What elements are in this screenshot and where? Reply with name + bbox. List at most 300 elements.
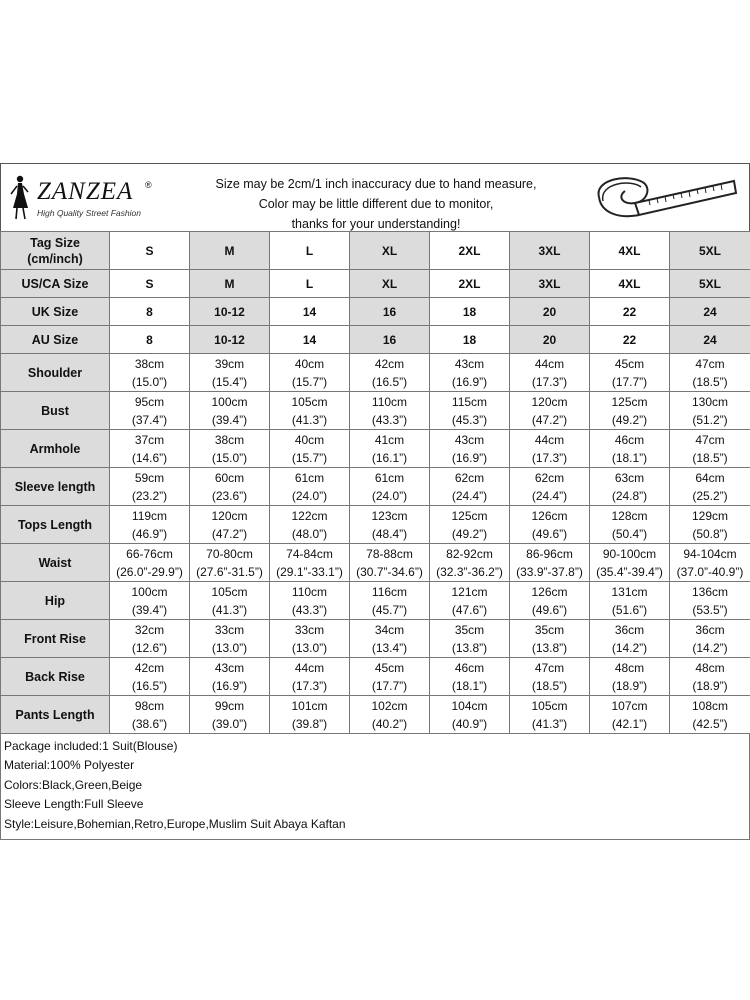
size-cell: 22 bbox=[590, 298, 670, 326]
cm-value: 43cm bbox=[454, 356, 485, 371]
row-label: Back Rise bbox=[1, 658, 110, 696]
cm-value: 70-80cm bbox=[206, 546, 253, 561]
inch-value: (24.0”) bbox=[371, 488, 408, 503]
inch-value: (39.4”) bbox=[131, 602, 168, 617]
cm-value: 128cm bbox=[611, 508, 648, 523]
measurement-cell bbox=[270, 430, 350, 468]
size-cell: 22 bbox=[590, 326, 670, 354]
cm-value: 46cm bbox=[454, 660, 485, 675]
measurement-cell bbox=[270, 506, 350, 544]
inch-value: (39.8”) bbox=[291, 716, 328, 731]
measurement-cell bbox=[110, 582, 190, 620]
measurement-cell bbox=[590, 658, 670, 696]
cm-value: 46cm bbox=[614, 432, 645, 447]
measurement-cell bbox=[110, 468, 190, 506]
cm-value: 105cm bbox=[531, 698, 568, 713]
cm-value: 98cm bbox=[134, 698, 165, 713]
measurement-cell bbox=[270, 354, 350, 392]
inch-value: (13.0”) bbox=[211, 640, 248, 655]
size-cell: 8 bbox=[110, 298, 190, 326]
inch-value: (48.4”) bbox=[371, 526, 408, 541]
inch-value: (41.3”) bbox=[531, 716, 568, 731]
size-cell: 14 bbox=[270, 326, 350, 354]
measurement-cell bbox=[350, 392, 430, 430]
cm-value: 82-92cm bbox=[446, 546, 493, 561]
cm-value: 36cm bbox=[695, 622, 725, 637]
measurement-cell bbox=[430, 506, 510, 544]
row-label: Tag Size (cm/inch) bbox=[1, 232, 110, 270]
size-cell: M bbox=[190, 232, 270, 270]
measurement-cell bbox=[670, 696, 750, 734]
inch-value: (26.0”-29.9”) bbox=[116, 564, 183, 579]
inch-value: (37.4”) bbox=[131, 412, 168, 427]
inch-value: (38.6”) bbox=[131, 716, 168, 731]
measurement-cell bbox=[590, 620, 670, 658]
measurement-row bbox=[1, 430, 750, 468]
inch-value: (16.1”) bbox=[371, 450, 408, 465]
inch-value: (43.3”) bbox=[291, 602, 328, 617]
cm-value: 38cm bbox=[214, 432, 245, 447]
size-cell: 2XL bbox=[430, 270, 510, 298]
inch-value: (14.6”) bbox=[131, 450, 168, 465]
measurement-cell bbox=[110, 696, 190, 734]
inch-value: (32.3”-36.2”) bbox=[436, 564, 503, 579]
size-cell: 5XL bbox=[670, 270, 750, 298]
inch-value: (14.2”) bbox=[611, 640, 648, 655]
cm-value: 130cm bbox=[691, 394, 729, 409]
inch-value: (40.9”) bbox=[451, 716, 488, 731]
inch-value: (48.0”) bbox=[291, 526, 328, 541]
cm-value: 43cm bbox=[214, 660, 245, 675]
cm-value: 62cm bbox=[454, 470, 485, 485]
measurement-cell bbox=[110, 430, 190, 468]
inch-value: (18.5”) bbox=[692, 450, 728, 465]
inch-value: (43.3”) bbox=[371, 412, 408, 427]
cm-value: 34cm bbox=[374, 622, 405, 637]
measurement-cell bbox=[190, 544, 270, 582]
cm-value: 129cm bbox=[691, 508, 729, 523]
cm-value: 105cm bbox=[291, 394, 328, 409]
inch-value: (49.6”) bbox=[531, 602, 568, 617]
measurement-cell bbox=[510, 658, 590, 696]
measurement-cell bbox=[350, 658, 430, 696]
cm-value: 61cm bbox=[374, 470, 405, 485]
inch-value: (16.9”) bbox=[451, 450, 488, 465]
inch-value: (12.6”) bbox=[131, 640, 168, 655]
inch-value: (30.7”-34.6”) bbox=[356, 564, 423, 579]
cm-value: 94-104cm bbox=[683, 546, 737, 561]
cm-value: 102cm bbox=[371, 698, 408, 713]
measurement-cell bbox=[110, 506, 190, 544]
measurement-cell bbox=[270, 544, 350, 582]
row-label: Tops Length bbox=[1, 506, 110, 544]
size-cell: 18 bbox=[430, 326, 510, 354]
inch-value: (47.2”) bbox=[211, 526, 248, 541]
measurement-cell bbox=[430, 696, 510, 734]
size-cell: 14 bbox=[270, 298, 350, 326]
measurement-cell bbox=[430, 582, 510, 620]
measurement-cell bbox=[510, 544, 590, 582]
cm-value: 33cm bbox=[294, 622, 325, 637]
inch-value: (24.8”) bbox=[611, 488, 648, 503]
inch-value: (17.3”) bbox=[531, 374, 568, 389]
measurement-cell bbox=[110, 354, 190, 392]
inch-value: (45.3”) bbox=[451, 412, 488, 427]
cm-value: 115cm bbox=[451, 394, 488, 409]
note-line: Color may be little different due to monitor, bbox=[258, 197, 494, 211]
inch-value: (13.4”) bbox=[371, 640, 408, 655]
measurement-cell bbox=[590, 430, 670, 468]
size-cell: S bbox=[110, 232, 190, 270]
measurement-cell bbox=[190, 392, 270, 430]
note-line: Size may be 2cm/1 inch inaccuracy due to hand measure, bbox=[215, 177, 537, 191]
measurement-row bbox=[1, 392, 750, 430]
inch-value: (24.4”) bbox=[451, 488, 488, 503]
inch-value: (53.5”) bbox=[692, 602, 728, 617]
cm-value: 78-88cm bbox=[366, 546, 413, 561]
inch-value: (41.3”) bbox=[291, 412, 328, 427]
size-cell: 3XL bbox=[510, 270, 590, 298]
measurement-cell bbox=[590, 696, 670, 734]
measurement-row bbox=[1, 620, 750, 658]
size-chart-sheet bbox=[0, 163, 750, 840]
cm-value: 35cm bbox=[454, 622, 485, 637]
cm-value: 42cm bbox=[374, 356, 405, 371]
inch-value: (15.0”) bbox=[131, 374, 168, 389]
cm-value: 47cm bbox=[534, 660, 565, 675]
inch-value: (17.7”) bbox=[611, 374, 648, 389]
size-cell: 24 bbox=[670, 326, 750, 354]
measurement-cell bbox=[350, 544, 430, 582]
inch-value: (46.9”) bbox=[131, 526, 168, 541]
inch-value: (13.0”) bbox=[291, 640, 328, 655]
measurement-cell bbox=[350, 354, 430, 392]
inch-value: (35.4”-39.4”) bbox=[596, 564, 663, 579]
inch-value: (15.7”) bbox=[291, 450, 328, 465]
measurement-row bbox=[1, 354, 750, 392]
cm-value: 33cm bbox=[214, 622, 245, 637]
measurement-cell bbox=[190, 582, 270, 620]
measurement-cell bbox=[190, 430, 270, 468]
inch-value: (16.9”) bbox=[211, 678, 248, 693]
cm-value: 43cm bbox=[454, 432, 485, 447]
measurement-row bbox=[1, 468, 750, 506]
cm-value: 74-84cm bbox=[286, 546, 333, 561]
cm-value: 32cm bbox=[134, 622, 165, 637]
measurement-cell bbox=[670, 620, 750, 658]
cm-value: 125cm bbox=[611, 394, 648, 409]
cm-value: 47cm bbox=[695, 356, 725, 371]
cm-value: 42cm bbox=[134, 660, 165, 675]
cm-value: 45cm bbox=[374, 660, 405, 675]
measurement-cell bbox=[590, 354, 670, 392]
cm-value: 64cm bbox=[695, 470, 725, 485]
measurement-cell bbox=[190, 468, 270, 506]
inch-value: (47.6”) bbox=[451, 602, 488, 617]
inch-value: (15.7”) bbox=[291, 374, 328, 389]
cm-value: 37cm bbox=[134, 432, 165, 447]
cm-value: 90-100cm bbox=[602, 546, 657, 561]
measurement-cell bbox=[350, 430, 430, 468]
woman-silhouette-icon bbox=[7, 174, 31, 220]
inch-value: (25.2”) bbox=[692, 488, 728, 503]
brand-name: ZANZEA bbox=[37, 178, 134, 205]
measurement-cell bbox=[350, 506, 430, 544]
cm-value: 122cm bbox=[291, 508, 328, 523]
cm-value: 48cm bbox=[695, 660, 725, 675]
inch-value: (49.2”) bbox=[451, 526, 488, 541]
inch-value: (24.4”) bbox=[531, 488, 568, 503]
chart-header bbox=[0, 163, 750, 231]
size-cell: 10-12 bbox=[190, 326, 270, 354]
measurement-cell bbox=[510, 392, 590, 430]
inch-value: (23.6”) bbox=[211, 488, 248, 503]
row-label: Armhole bbox=[1, 430, 110, 468]
measurement-cell bbox=[190, 696, 270, 734]
cm-value: 59cm bbox=[134, 470, 165, 485]
note-line: thanks for your understanding! bbox=[291, 217, 461, 231]
measurement-cell bbox=[510, 582, 590, 620]
measurement-cell bbox=[590, 506, 670, 544]
inch-value: (39.4”) bbox=[211, 412, 248, 427]
inch-value: (16.9”) bbox=[451, 374, 488, 389]
row-label: Sleeve length bbox=[1, 468, 110, 506]
brand-tagline: High Quality Street Fashion bbox=[37, 208, 141, 218]
cm-value: 44cm bbox=[294, 660, 325, 675]
measurement-cell bbox=[590, 468, 670, 506]
inch-value: (18.5”) bbox=[692, 374, 728, 389]
measurement-cell bbox=[430, 430, 510, 468]
size-cell: XL bbox=[350, 270, 430, 298]
cm-value: 86-96cm bbox=[526, 546, 573, 561]
inch-value: (42.5”) bbox=[692, 716, 728, 731]
measurement-cell bbox=[430, 392, 510, 430]
measurement-cell bbox=[590, 582, 670, 620]
cm-value: 100cm bbox=[211, 394, 248, 409]
measurement-cell bbox=[670, 430, 750, 468]
measurement-row bbox=[1, 696, 750, 734]
size-cell: 4XL bbox=[590, 232, 670, 270]
size-cell: 8 bbox=[110, 326, 190, 354]
size-cell: 2XL bbox=[430, 232, 510, 270]
size-cell: S bbox=[110, 270, 190, 298]
inch-value: (50.4”) bbox=[611, 526, 648, 541]
measurement-cell bbox=[430, 658, 510, 696]
cm-value: 36cm bbox=[614, 622, 645, 637]
inch-value: (17.7”) bbox=[371, 678, 408, 693]
measurement-cell bbox=[270, 658, 350, 696]
cm-value: 40cm bbox=[294, 432, 325, 447]
size-cell: M bbox=[190, 270, 270, 298]
size-row bbox=[1, 270, 750, 298]
measurement-cell bbox=[350, 696, 430, 734]
inch-value: (51.6”) bbox=[611, 602, 648, 617]
size-cell: L bbox=[270, 270, 350, 298]
cm-value: 62cm bbox=[534, 470, 565, 485]
size-cell: 10-12 bbox=[190, 298, 270, 326]
size-cell: 16 bbox=[350, 298, 430, 326]
cm-value: 95cm bbox=[134, 394, 165, 409]
cm-value: 104cm bbox=[451, 698, 488, 713]
product-info bbox=[0, 734, 750, 840]
cm-value: 61cm bbox=[294, 470, 325, 485]
measurement-cell bbox=[510, 354, 590, 392]
measurement-cell bbox=[270, 582, 350, 620]
size-cell: 4XL bbox=[590, 270, 670, 298]
measurement-cell bbox=[670, 506, 750, 544]
cm-value: 66-76cm bbox=[126, 546, 173, 561]
measurement-cell bbox=[350, 582, 430, 620]
size-cell: 20 bbox=[510, 326, 590, 354]
cm-value: 120cm bbox=[531, 394, 568, 409]
cm-value: 38cm bbox=[134, 356, 165, 371]
measurement-notes bbox=[181, 174, 571, 234]
measurement-row bbox=[1, 658, 750, 696]
cm-value: 48cm bbox=[614, 660, 645, 675]
row-label: Front Rise bbox=[1, 620, 110, 658]
measurement-cell bbox=[510, 506, 590, 544]
cm-value: 121cm bbox=[451, 584, 488, 599]
row-label: US/CA Size bbox=[1, 270, 110, 298]
measurement-row bbox=[1, 544, 750, 582]
cm-value: 45cm bbox=[614, 356, 645, 371]
cm-value: 119cm bbox=[131, 508, 168, 523]
measurement-cell bbox=[110, 658, 190, 696]
info-line: Colors:Black,Green,Beige bbox=[4, 777, 143, 792]
measurement-cell bbox=[270, 468, 350, 506]
cm-value: 40cm bbox=[294, 356, 325, 371]
inch-value: (17.3”) bbox=[531, 450, 568, 465]
cm-value: 101cm bbox=[291, 698, 328, 713]
measurement-cell bbox=[190, 506, 270, 544]
cm-value: 136cm bbox=[691, 584, 729, 599]
cm-value: 105cm bbox=[211, 584, 248, 599]
info-line: Style:Leisure,Bohemian,Retro,Europe,Muslim Suit Abaya Kaftan bbox=[4, 816, 346, 831]
inch-value: (14.2”) bbox=[692, 640, 728, 655]
measurement-cell bbox=[430, 620, 510, 658]
cm-value: 116cm bbox=[371, 584, 408, 599]
measurement-cell bbox=[190, 354, 270, 392]
inch-value: (42.1”) bbox=[611, 716, 648, 731]
measurement-cell bbox=[510, 468, 590, 506]
measurement-cell bbox=[670, 392, 750, 430]
cm-value: 41cm bbox=[374, 432, 405, 447]
measurement-cell bbox=[590, 392, 670, 430]
measurement-cell bbox=[190, 620, 270, 658]
cm-value: 63cm bbox=[614, 470, 645, 485]
inch-value: (49.2”) bbox=[611, 412, 648, 427]
inch-value: (16.5”) bbox=[371, 374, 408, 389]
inch-value: (18.9”) bbox=[611, 678, 648, 693]
measurement-cell bbox=[350, 468, 430, 506]
cm-value: 107cm bbox=[611, 698, 648, 713]
cm-value: 131cm bbox=[611, 584, 648, 599]
inch-value: (23.2”) bbox=[131, 488, 168, 503]
size-cell: 18 bbox=[430, 298, 510, 326]
inch-value: (18.5”) bbox=[531, 678, 568, 693]
size-cell: 5XL bbox=[670, 232, 750, 270]
cm-value: 60cm bbox=[214, 470, 245, 485]
size-cell: XL bbox=[350, 232, 430, 270]
inch-value: (15.4”) bbox=[211, 374, 248, 389]
cm-value: 100cm bbox=[131, 584, 168, 599]
info-line: Package included:1 Suit(Blouse) bbox=[4, 739, 178, 753]
row-label: Waist bbox=[1, 544, 110, 582]
cm-value: 39cm bbox=[214, 356, 245, 371]
inch-value: (51.2”) bbox=[692, 412, 728, 427]
measurement-cell bbox=[670, 544, 750, 582]
cm-value: 110cm bbox=[371, 394, 408, 409]
cm-value: 110cm bbox=[291, 584, 328, 599]
inch-value: (29.1”-33.1”) bbox=[276, 564, 343, 579]
cm-value: 99cm bbox=[214, 698, 245, 713]
measurement-cell bbox=[430, 544, 510, 582]
inch-value: (16.5”) bbox=[131, 678, 168, 693]
row-label: AU Size bbox=[1, 326, 110, 354]
measurement-cell bbox=[430, 468, 510, 506]
inch-value: (37.0”-40.9”) bbox=[676, 564, 744, 579]
measurement-cell bbox=[670, 658, 750, 696]
measurement-cell bbox=[270, 620, 350, 658]
row-label: Pants Length bbox=[1, 696, 110, 734]
measurement-cell bbox=[270, 696, 350, 734]
cm-value: 125cm bbox=[451, 508, 488, 523]
inch-value: (18.1”) bbox=[451, 678, 488, 693]
measurement-cell bbox=[190, 658, 270, 696]
size-row bbox=[1, 298, 750, 326]
measurement-row bbox=[1, 506, 750, 544]
measurement-cell bbox=[110, 620, 190, 658]
measurement-cell bbox=[670, 354, 750, 392]
tag-size-row bbox=[1, 232, 750, 270]
inch-value: (17.3”) bbox=[291, 678, 328, 693]
row-label: Hip bbox=[1, 582, 110, 620]
cm-value: 44cm bbox=[534, 432, 565, 447]
measurement-cell bbox=[510, 696, 590, 734]
inch-value: (24.0”) bbox=[291, 488, 328, 503]
measurement-cell bbox=[430, 354, 510, 392]
inch-value: (27.6”-31.5”) bbox=[196, 564, 263, 579]
inch-value: (49.6”) bbox=[531, 526, 568, 541]
measurement-cell bbox=[510, 620, 590, 658]
size-cell: 20 bbox=[510, 298, 590, 326]
measurement-cell bbox=[110, 392, 190, 430]
measurement-cell bbox=[590, 544, 670, 582]
inch-value: (15.0”) bbox=[211, 450, 248, 465]
inch-value: (13.8”) bbox=[531, 640, 568, 655]
measurement-cell bbox=[670, 582, 750, 620]
info-line: Sleeve Length:Full Sleeve bbox=[4, 797, 144, 812]
info-line: Material:100% Polyester bbox=[4, 758, 135, 773]
size-cell: 3XL bbox=[510, 232, 590, 270]
inch-value: (50.8”) bbox=[692, 526, 728, 541]
cm-value: 126cm bbox=[531, 508, 568, 523]
cm-value: 35cm bbox=[534, 622, 565, 637]
size-row bbox=[1, 326, 750, 354]
row-label: Bust bbox=[1, 392, 110, 430]
inch-value: (18.1”) bbox=[611, 450, 648, 465]
measurement-cell bbox=[670, 468, 750, 506]
inch-value: (40.2”) bbox=[371, 716, 408, 731]
measurement-cell bbox=[350, 620, 430, 658]
size-cell: L bbox=[270, 232, 350, 270]
size-cell: 24 bbox=[670, 298, 750, 326]
cm-value: 108cm bbox=[691, 698, 729, 713]
size-table bbox=[0, 231, 750, 734]
measurement-cell bbox=[510, 430, 590, 468]
inch-value: (18.9”) bbox=[692, 678, 728, 693]
cm-value: 44cm bbox=[534, 356, 565, 371]
